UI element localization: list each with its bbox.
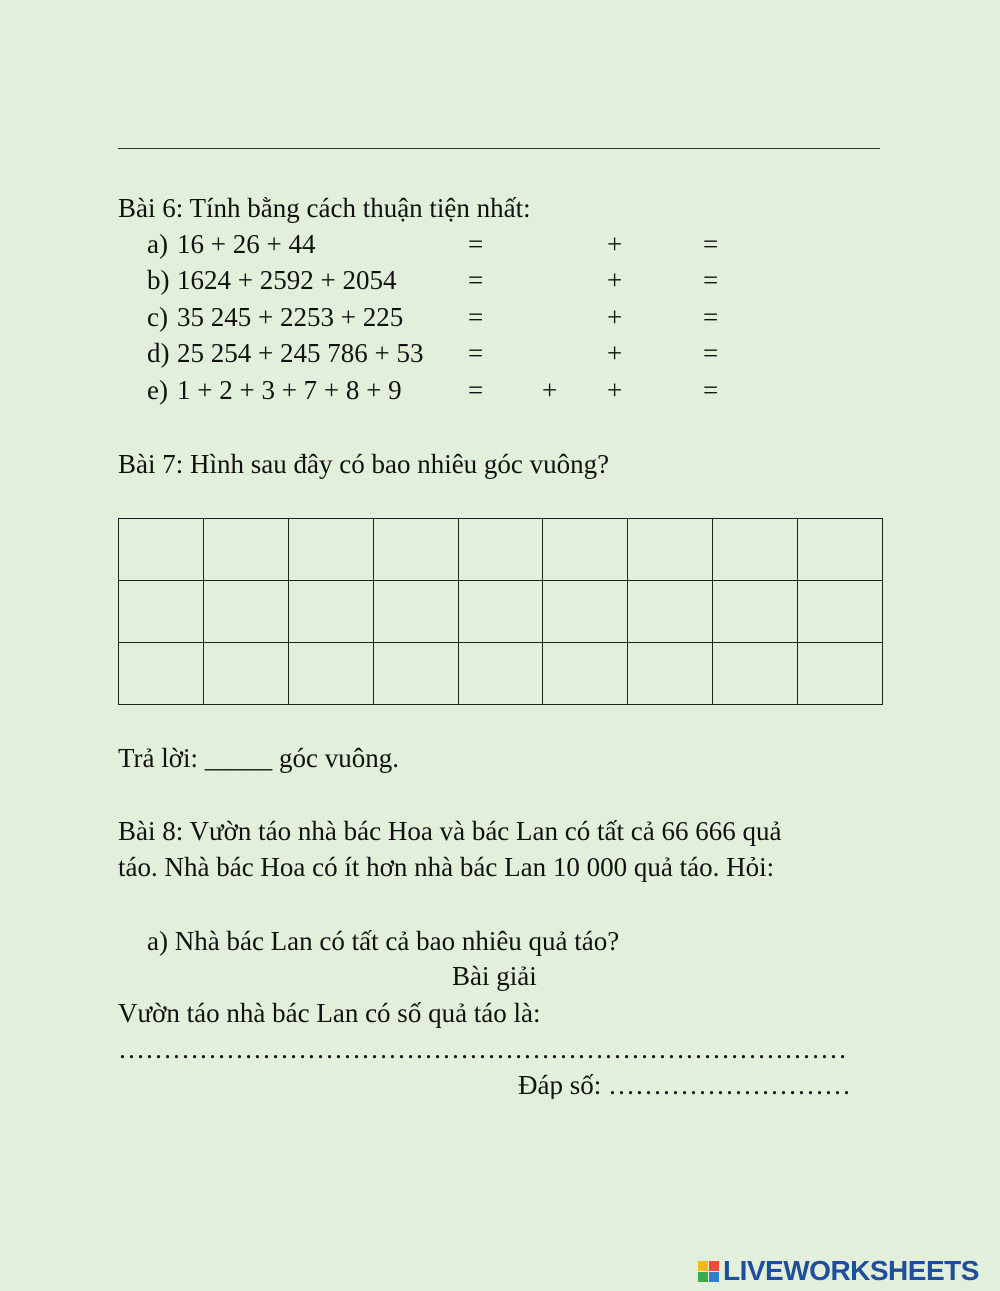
equals-sign-2: = (703, 375, 719, 405)
equals-sign: = (468, 338, 484, 368)
grid-cell (543, 581, 628, 643)
row-expression: 25 254 + 245 786 + 53 (177, 338, 424, 368)
bai7-answer: Trả lời: _____ góc vuông. (118, 743, 400, 773)
bai8-problem-line2: táo. Nhà bác Hoa có ít hơn nhà bác Lan 10 000 quả táo. Hỏi: (118, 852, 775, 882)
grid-cell (203, 519, 288, 581)
plus-sign-2: + (607, 375, 623, 405)
equals-sign-2: = (703, 229, 719, 259)
logo-square (709, 1261, 719, 1271)
row-label: e) (147, 375, 168, 405)
logo-icon (698, 1261, 719, 1282)
grid-row (119, 643, 883, 705)
equals-sign-2: = (703, 302, 719, 332)
bai8-problem-line1: Bài 8: Vườn táo nhà bác Hoa và bác Lan có tất cả 66 666 quả (118, 816, 782, 846)
plus-sign-2: + (607, 302, 623, 332)
grid-cell (798, 643, 883, 705)
row-expression: 35 245 + 2253 + 225 (177, 302, 404, 332)
solution-title: Bài giải (452, 961, 537, 991)
equals-sign: = (468, 229, 484, 259)
equals-sign: = (468, 375, 484, 405)
logo-square (698, 1272, 708, 1282)
plus-sign-1: + (542, 375, 558, 405)
right-angle-grid (118, 518, 883, 705)
grid-cell (628, 643, 713, 705)
grid-cell (628, 519, 713, 581)
answer-dots: ……………………………………………………………………… (118, 1036, 847, 1063)
plus-sign-2: + (607, 265, 623, 295)
bai6-title: Bài 6: Tính bằng cách thuận tiện nhất: (118, 193, 531, 223)
row-label: b) (147, 265, 170, 295)
grid-row (119, 581, 883, 643)
grid-cell (798, 581, 883, 643)
grid-cell (203, 581, 288, 643)
grid-cell (713, 581, 798, 643)
grid-cell (119, 643, 204, 705)
equals-sign: = (468, 302, 484, 332)
row-label: c) (147, 302, 168, 332)
liveworksheets-logo (698, 1256, 979, 1286)
final-answer: Đáp số: ……………………… (518, 1072, 851, 1099)
grid-cell (713, 519, 798, 581)
logo-text: LIVEWORKSHEETS (723, 1255, 979, 1286)
grid-cell (119, 581, 204, 643)
grid-cell (798, 519, 883, 581)
grid-cell (373, 581, 458, 643)
logo-square (709, 1272, 719, 1282)
grid-row (119, 519, 883, 581)
logo-square (698, 1261, 708, 1271)
grid-cell (543, 519, 628, 581)
row-expression: 1 + 2 + 3 + 7 + 8 + 9 (177, 375, 402, 405)
top-rule (118, 148, 880, 149)
grid-cell (373, 643, 458, 705)
plus-sign-2: + (607, 229, 623, 259)
row-expression: 16 + 26 + 44 (177, 229, 316, 259)
plus-sign-2: + (607, 338, 623, 368)
grid-cell (373, 519, 458, 581)
grid-cell (458, 643, 543, 705)
grid-cell (458, 581, 543, 643)
grid-cell (288, 519, 373, 581)
grid-cell (458, 519, 543, 581)
equals-sign-2: = (703, 338, 719, 368)
grid-cell (288, 643, 373, 705)
bai8-question-a: a) Nhà bác Lan có tất cả bao nhiêu quả táo? (147, 926, 620, 956)
grid-cell (119, 519, 204, 581)
grid-cell (543, 643, 628, 705)
equals-sign: = (468, 265, 484, 295)
grid-cell (203, 643, 288, 705)
row-label: d) (147, 338, 170, 368)
grid-cell (288, 581, 373, 643)
equals-sign-2: = (703, 265, 719, 295)
grid-cell (628, 581, 713, 643)
row-label: a) (147, 229, 168, 259)
row-expression: 1624 + 2592 + 2054 (177, 265, 397, 295)
grid-cell (713, 643, 798, 705)
bai7-title: Bài 7: Hình sau đây có bao nhiêu góc vuông? (118, 449, 610, 479)
solution-line: Vườn táo nhà bác Lan có số quả táo là: (118, 998, 541, 1028)
